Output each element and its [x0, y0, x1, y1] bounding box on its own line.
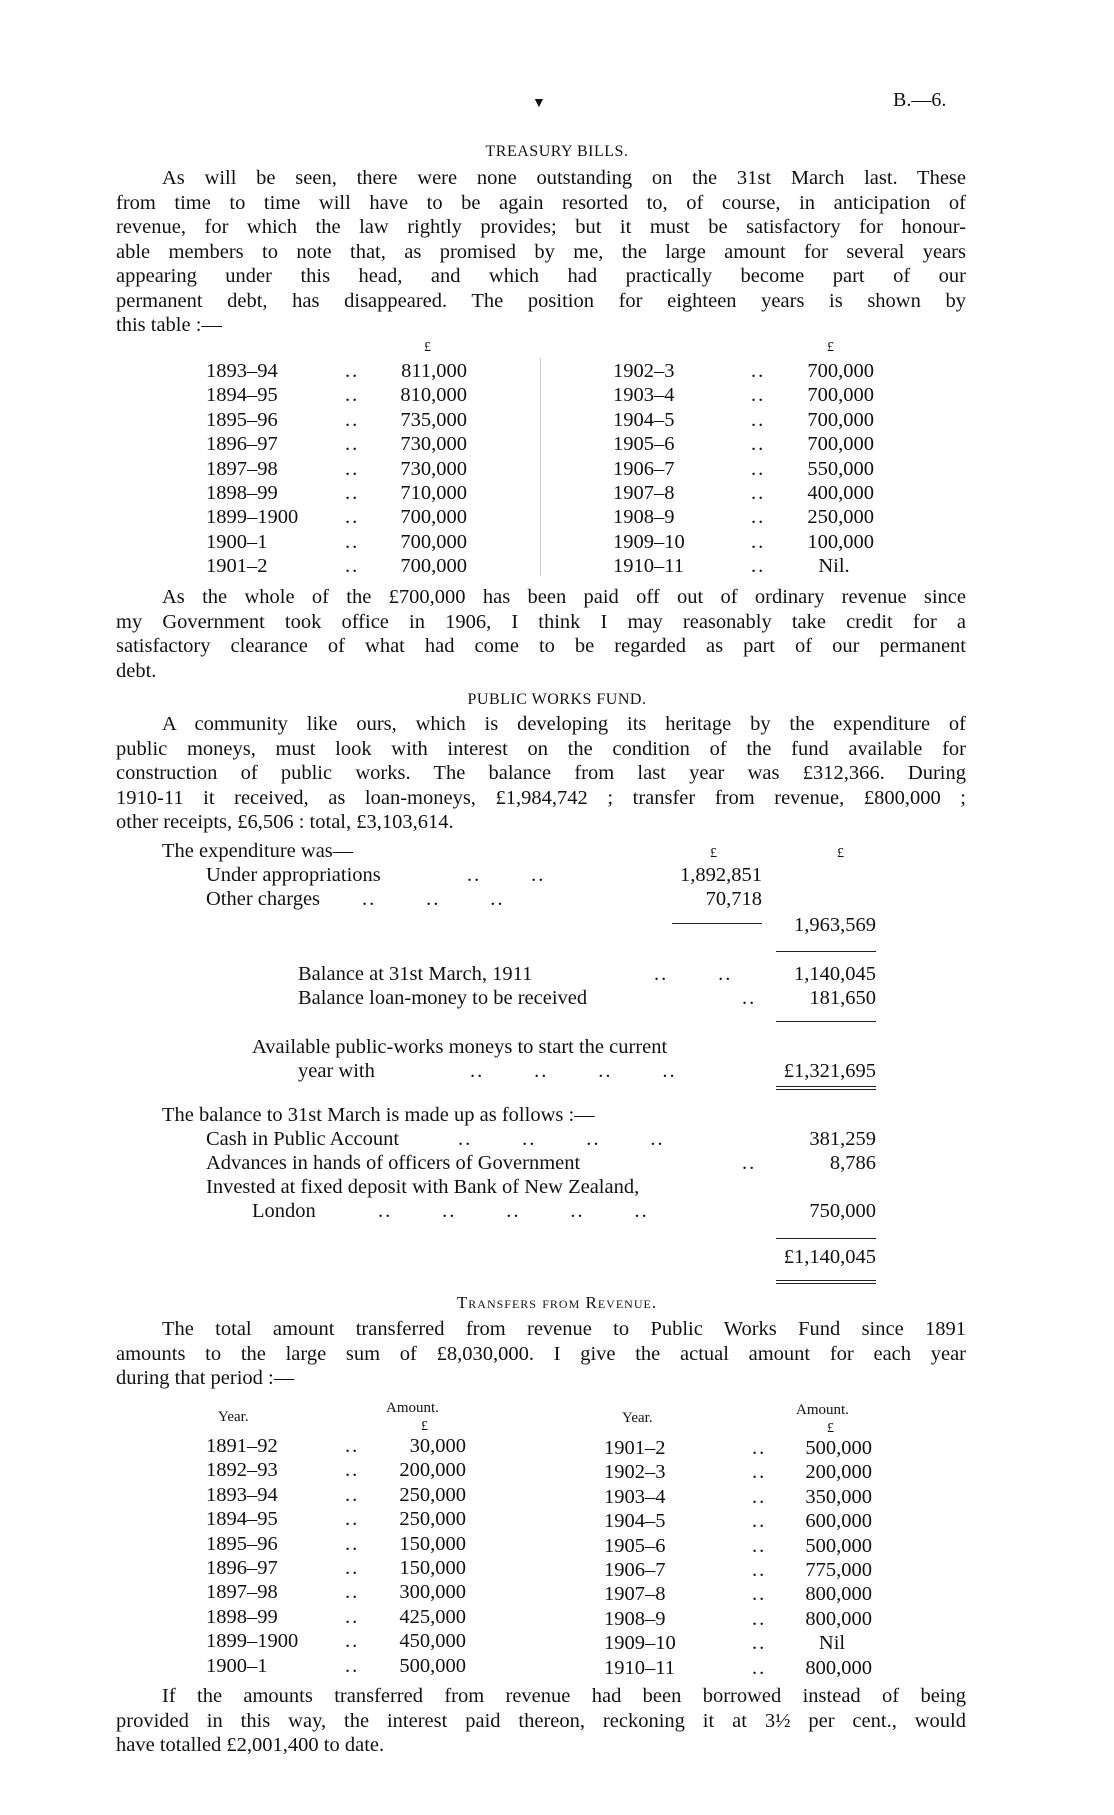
table-year-cell: 1905–6 — [613, 433, 675, 456]
table-year-cell: 1904–5 — [613, 408, 675, 431]
table-amount-cell: 200,000 — [399, 1459, 466, 1482]
table-amount-cell: 200,000 — [805, 1461, 872, 1484]
leader-dots: .. .. .. .. — [470, 1060, 677, 1082]
leader-dots: .. — [345, 1508, 360, 1531]
public-works-paragraph — [116, 712, 966, 835]
paragraph-line: have totalled £2,001,400 to date. — [116, 1734, 385, 1756]
other-charges-label: Other charges — [206, 888, 321, 910]
made-up-double-rule — [776, 1280, 876, 1284]
leader-dots: .. .. — [654, 963, 733, 985]
invested-value: 750,000 — [809, 1200, 876, 1222]
paragraph-line: from time to time will have to be again resorted to, of course, in anticipation of — [116, 191, 966, 214]
table-year-cell: 1894–95 — [206, 1508, 278, 1531]
table-year-cell: 1897–98 — [206, 457, 278, 480]
available-double-rule — [776, 1086, 876, 1090]
table-year-cell: 1895–96 — [206, 1532, 278, 1555]
table-amount-cell: 730,000 — [400, 433, 467, 456]
table-year-cell: 1898–99 — [206, 1605, 278, 1628]
table-amount-cell: 700,000 — [807, 433, 874, 456]
table-amount-cell: Nil — [818, 1632, 846, 1655]
leader-dots: .. — [751, 530, 766, 553]
treasury-right-currency: £ — [827, 340, 834, 355]
leader-dots: .. .. .. .. .. — [378, 1200, 649, 1222]
table-year-cell: 1910–11 — [604, 1656, 675, 1679]
leader-dots: .. — [345, 1557, 360, 1579]
leader-dots: .. — [751, 555, 766, 578]
table-year-cell: 1897–98 — [206, 1581, 278, 1604]
balance-loan-value: 181,650 — [809, 987, 876, 1009]
table-amount-cell: 150,000 — [399, 1557, 466, 1579]
paragraph-line: As the whole of the £700,000 has been paid off out of ordinary revenue since — [162, 586, 966, 608]
made-up-total: £1,140,045 — [783, 1246, 876, 1268]
paragraph-line: provided in this way, the interest paid thereon, reckoning it at 3½ per cent., would — [116, 1709, 966, 1732]
page-reference: B.—6. — [893, 89, 947, 111]
table-year-cell: 1903–4 — [604, 1485, 666, 1508]
leader-dots: .. — [751, 360, 766, 382]
table-year-cell: 1898–99 — [206, 482, 278, 504]
table-year-cell: 1900–1 — [206, 1654, 268, 1677]
table-amount-cell: 250,000 — [399, 1483, 466, 1506]
table-amount-cell: 100,000 — [807, 530, 874, 553]
balance-loan-label: Balance loan-money to be received — [298, 987, 588, 1009]
subtotal-rule — [672, 923, 762, 924]
leader-dots: .. — [345, 1581, 360, 1604]
table-amount-cell: 500,000 — [399, 1654, 466, 1677]
table-year-cell: 1902–3 — [604, 1461, 666, 1484]
table-amount-cell: 730,000 — [400, 457, 467, 480]
leader-dots: .. — [752, 1461, 767, 1484]
paragraph-line: The total amount transferred from revenue to Public Works Fund since 1891 — [162, 1318, 966, 1340]
leader-dots: .. — [345, 1532, 360, 1555]
table-amount-cell: 30,000 — [409, 1435, 466, 1457]
table-year-cell: 1892–93 — [206, 1459, 278, 1482]
balance-31-march-value: 1,140,045 — [794, 963, 876, 985]
made-up-label: The balance to 31st March is made up as follows :— — [162, 1104, 595, 1126]
header-mark: ▼ — [532, 96, 546, 111]
leader-dots: .. — [345, 1605, 360, 1628]
leader-dots: .. — [751, 433, 766, 456]
made-up-rule — [776, 1238, 876, 1239]
advances-label: Advances in hands of officers of Government — [206, 1152, 581, 1174]
paragraph-line: able members to note that, as promised by me, the large amount for several years — [116, 240, 966, 263]
available-value: £1,321,695 — [783, 1060, 876, 1082]
leader-dots: .. — [742, 987, 757, 1009]
table-amount-cell: 700,000 — [807, 408, 874, 431]
table-year-cell: 1907–8 — [604, 1583, 666, 1606]
leader-dots: .. — [345, 555, 360, 578]
leader-dots: .. — [345, 408, 360, 431]
expenditure-label: The expenditure was— — [162, 840, 354, 862]
public-works-heading: PUBLIC WORKS FUND. — [467, 691, 647, 708]
leader-dots: .. .. .. — [362, 888, 505, 910]
leader-dots: .. — [345, 1435, 360, 1457]
balance-31-march-label: Balance at 31st March, 1911 — [298, 963, 533, 985]
treasury-left-currency: £ — [424, 340, 431, 355]
expenditure-total: 1,963,569 — [794, 914, 876, 936]
table-amount-cell: 250,000 — [807, 506, 874, 529]
table-amount-cell: 550,000 — [807, 457, 874, 480]
table-amount-cell: 500,000 — [805, 1534, 872, 1557]
leader-dots: .. — [345, 530, 360, 553]
other-charges-value: 70,718 — [705, 888, 762, 910]
leader-dots: .. — [752, 1485, 767, 1508]
transfers-left-year-header: Year. — [218, 1409, 249, 1425]
table-year-cell: 1895–96 — [206, 408, 278, 431]
transfers-right-year-header: Year. — [622, 1410, 653, 1426]
table-amount-cell: 400,000 — [807, 482, 874, 504]
paragraph-line: debt. — [116, 659, 157, 682]
table-year-cell: 1909–10 — [613, 530, 685, 553]
paragraph-line: amounts to the large sum of £8,030,000. I give the actual amount for each year — [116, 1342, 966, 1365]
leader-dots: .. — [752, 1534, 767, 1557]
treasury-conclusion — [116, 585, 966, 683]
table-amount-cell: 700,000 — [400, 530, 467, 553]
leader-dots: .. — [752, 1656, 767, 1679]
leader-dots: .. — [752, 1510, 767, 1533]
leader-dots: .. — [345, 360, 360, 382]
transfers-right-amount-header: Amount. — [796, 1402, 849, 1418]
paragraph-line: satisfactory clearance of what had come to be regarded as part of our permanent — [116, 635, 966, 657]
paragraph-line: A community like ours, which is developing its heritage by the expenditure of — [162, 713, 966, 735]
table-year-cell: 1891–92 — [206, 1435, 278, 1457]
paragraph-line: public moneys, must look with interest on the condition of the fund available for — [116, 737, 966, 760]
leader-dots: .. .. .. .. — [458, 1128, 665, 1150]
table-year-cell: 1908–9 — [604, 1607, 666, 1630]
leader-dots: .. — [345, 1483, 360, 1506]
table-amount-cell: 150,000 — [399, 1532, 466, 1555]
balance-rule — [776, 1021, 876, 1022]
table-amount-cell: 800,000 — [805, 1656, 872, 1679]
available-label-line-1: Available public-works moneys to start the current — [252, 1036, 668, 1058]
table-year-cell: 1899–1900 — [206, 506, 299, 529]
table-year-cell: 1901–2 — [604, 1437, 666, 1459]
table-year-cell: 1905–6 — [604, 1534, 666, 1557]
leader-dots: .. — [345, 457, 360, 480]
table-amount-cell: 250,000 — [399, 1508, 466, 1531]
table-year-cell: 1910–11 — [613, 555, 684, 578]
table-year-cell: 1896–97 — [206, 433, 278, 456]
table-amount-cell: 700,000 — [807, 384, 874, 407]
paragraph-line: permanent debt, has disappeared. The position for eighteen years is shown by — [116, 289, 966, 312]
table-year-cell: 1906–7 — [604, 1559, 666, 1581]
table-amount-cell: 800,000 — [805, 1607, 872, 1630]
leader-dots: .. — [751, 482, 766, 504]
table-year-cell: 1893–94 — [206, 360, 278, 382]
table-amount-cell: Nil. — [818, 555, 850, 578]
transfers-heading: Transfers from Revenue. — [456, 1293, 658, 1312]
treasury-heading: TREASURY BILLS. — [485, 143, 629, 160]
treasury-column-divider — [540, 358, 541, 576]
table-amount-cell: 775,000 — [805, 1559, 872, 1581]
table-amount-cell: 700,000 — [807, 360, 874, 382]
table-year-cell: 1900–1 — [206, 530, 268, 553]
cash-label: Cash in Public Account — [206, 1128, 400, 1150]
leader-dots: .. — [751, 408, 766, 431]
leader-dots: .. — [752, 1559, 767, 1581]
table-amount-cell: 350,000 — [805, 1485, 872, 1508]
available-label-line-2: year with — [298, 1060, 375, 1082]
paragraph-line: 1910-11 it received, as loan-moneys, £1,984,742 ; transfer from revenue, £800,000 ; — [116, 786, 966, 809]
transfers-paragraph — [116, 1317, 966, 1391]
table-amount-cell: 500,000 — [805, 1437, 872, 1459]
table-amount-cell: 450,000 — [399, 1630, 466, 1653]
leader-dots: .. — [751, 384, 766, 407]
paragraph-line: other receipts, £6,506 : total, £3,103,614. — [116, 811, 454, 833]
transfers-left-currency: £ — [421, 1419, 428, 1434]
table-amount-cell: 300,000 — [399, 1581, 466, 1604]
invested-label-line-2: London — [252, 1200, 316, 1222]
table-year-cell: 1894–95 — [206, 384, 278, 407]
leader-dots: .. — [752, 1437, 767, 1459]
table-amount-cell: 700,000 — [400, 506, 467, 529]
paragraph-line: As will be seen, there were none outstanding on the 31st March last. These — [162, 167, 966, 189]
advances-value: 8,786 — [829, 1152, 876, 1174]
total-rule — [776, 951, 876, 952]
table-year-cell: 1909–10 — [604, 1632, 676, 1655]
leader-dots: .. — [345, 1459, 360, 1482]
leader-dots: .. — [345, 1654, 360, 1677]
paragraph-line: during that period :— — [116, 1367, 295, 1389]
under-appropriations-value: 1,892,851 — [680, 864, 762, 886]
leader-dots: .. — [345, 506, 360, 529]
table-year-cell: 1903–4 — [613, 384, 675, 407]
table-year-cell: 1896–97 — [206, 1557, 278, 1579]
transfers-left-amount-header: Amount. — [386, 1400, 439, 1416]
leader-dots: .. — [345, 1630, 360, 1653]
leader-dots: .. — [345, 433, 360, 456]
table-year-cell: 1907–8 — [613, 482, 675, 504]
table-year-cell: 1902–3 — [613, 360, 675, 382]
leader-dots: .. — [345, 384, 360, 407]
leader-dots: .. — [742, 1152, 757, 1174]
leader-dots: .. — [752, 1607, 767, 1630]
leader-dots: .. — [751, 457, 766, 480]
paragraph-line: appearing under this head, and which had practically become part of our — [116, 265, 966, 287]
leader-dots: .. — [752, 1632, 767, 1655]
under-appropriations-label: Under appropriations — [206, 864, 381, 886]
table-year-cell: 1901–2 — [206, 555, 268, 578]
table-amount-cell: 810,000 — [400, 384, 467, 407]
leader-dots: .. .. — [467, 864, 546, 886]
table-year-cell: 1908–9 — [613, 506, 675, 529]
paragraph-line: this table :— — [116, 314, 222, 336]
table-year-cell: 1899–1900 — [206, 1630, 299, 1653]
cash-value: 381,259 — [809, 1128, 876, 1150]
leader-dots: .. — [752, 1583, 767, 1606]
transfers-right-currency: £ — [827, 1421, 834, 1436]
leader-dots: .. — [751, 506, 766, 529]
table-year-cell: 1904–5 — [604, 1510, 666, 1533]
table-amount-cell: 811,000 — [401, 360, 467, 382]
table-amount-cell: 800,000 — [805, 1583, 872, 1606]
table-year-cell: 1893–94 — [206, 1483, 278, 1506]
table-amount-cell: 710,000 — [400, 482, 467, 504]
transfers-conclusion — [116, 1684, 966, 1758]
treasury-paragraph — [116, 166, 966, 338]
paragraph-line: my Government took office in 1906, I think I may reasonably take credit for a — [116, 610, 966, 633]
invested-label-line-1: Invested at fixed deposit with Bank of New Zealand, — [206, 1176, 640, 1198]
paragraph-line: If the amounts transferred from revenue had been borrowed instead of being — [162, 1685, 966, 1707]
expenditure-currency-1: £ — [710, 846, 717, 861]
table-amount-cell: 600,000 — [805, 1510, 872, 1533]
table-amount-cell: 735,000 — [400, 408, 467, 431]
paragraph-line: revenue, for which the law rightly provides; but it must be satisfactory for honour- — [116, 216, 966, 238]
expenditure-currency-2: £ — [837, 846, 844, 861]
paragraph-line: construction of public works. The balance from last year was £312,366. During — [116, 762, 966, 784]
table-year-cell: 1906–7 — [613, 457, 675, 480]
leader-dots: .. — [345, 482, 360, 504]
table-amount-cell: 425,000 — [399, 1605, 466, 1628]
table-amount-cell: 700,000 — [400, 555, 467, 578]
